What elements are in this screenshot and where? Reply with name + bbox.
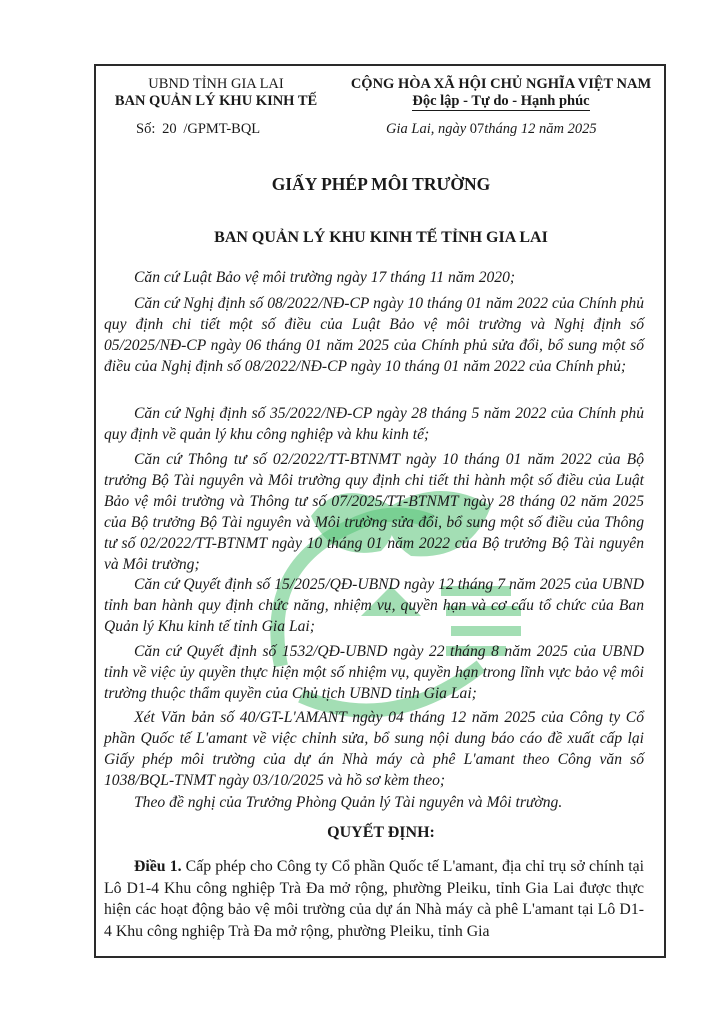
- document-number: Số: 20 /GPMT-BQL: [136, 121, 261, 137]
- national-title: CỘNG HÒA XÃ HỘI CHỦ NGHĨA VIỆT NAM: [350, 76, 652, 92]
- preamble-item: Căn cứ Quyết định số 15/2025/QĐ-UBND ngày 12 tháng 7 năm 2025 của UBND tỉnh ban hành quy định chức năng, nhiệm vụ, quyền hạn và cơ cấu tổ chức của Ban Quản lý Khu kinh tế tỉnh Gia Lai;: [104, 576, 644, 635]
- preamble-item: Xét Văn bản số 40/GT-L'AMANT ngày 04 tháng 12 năm 2025 của Công ty Cổ phần Quốc tế L'amant về việc chỉnh sửa, bổ sung nội dung báo cáo đề xuất cấp lại Giấy phép môi trường của dự án Nhà máy cà phê L'amant theo Công văn số 1038/BQL-TNMT ngày 03/10/2025 và hồ sơ kèm theo;: [104, 709, 644, 789]
- preamble-item: Căn cứ Luật Bảo vệ môi trường ngày 17 tháng 11 năm 2020;: [134, 269, 516, 286]
- decision-heading: QUYẾT ĐỊNH:: [327, 824, 435, 841]
- preamble-item: Căn cứ Quyết định số 1532/QĐ-UBND ngày 22 tháng 8 năm 2025 của UBND tỉnh về việc ủy quyền thực hiện một số nhiệm vụ, quyền hạn trong lĩnh vực bảo vệ môi trường thuộc thẩm quyền của Chủ tịch UBND tỉnh Gia Lai;: [104, 643, 644, 702]
- preamble-item: Căn cứ Nghị định số 08/2022/NĐ-CP ngày 10 tháng 01 năm 2022 của Chính phủ quy định chi tiết một số điều của Luật Bảo vệ môi trường và Nghị định số 05/2025/NĐ-CP ngày 06 tháng 01 năm 2025 của Chính phủ sửa đổi, bổ sung một số điều của Nghị định số 08/2022/NĐ-CP ngày 10 tháng 01 năm 2022 của Chính phủ;: [104, 295, 644, 375]
- preamble-item: Theo đề nghị của Trưởng Phòng Quản lý Tài nguyên và Môi trường.: [134, 794, 563, 811]
- article-1-label: Điều 1.: [134, 858, 182, 875]
- document-date: Gia Lai, ngày 07tháng 12 năm 2025: [386, 121, 597, 137]
- national-motto: Độc lập - Tự do - Hạnh phúc: [412, 93, 590, 109]
- authority-heading: BAN QUẢN LÝ KHU KINH TẾ TỈNH GIA LAI: [214, 229, 548, 246]
- issuer-parent: UBND TỈNH GIA LAI: [148, 76, 284, 92]
- article-1-text: Cấp phép cho Công ty Cổ phần Quốc tế L'amant, địa chỉ trụ sở chính tại Lô D1-4 Khu công nghiệp Trà Đa mở rộng, phường Pleiku, tỉnh Gia Lai được thực hiện các hoạt động bảo vệ môi trường của dự án Nhà máy cà phê L'amant tại Lô D1-4 Khu công nghiệp Trà Đa mở rộng, phường Pleiku, tỉnh Gia: [104, 858, 644, 940]
- document-frame: [94, 64, 666, 958]
- issuer-name: BAN QUẢN LÝ KHU KINH TẾ: [114, 93, 318, 109]
- preamble-item: Căn cứ Nghị định số 35/2022/NĐ-CP ngày 28 tháng 5 năm 2022 của Chính phủ quy định về quản lý khu công nghiệp và khu kinh tế;: [104, 405, 644, 443]
- document-title: GIẤY PHÉP MÔI TRƯỜNG: [271, 174, 491, 194]
- article-1: [104, 856, 644, 942]
- preamble-item: Căn cứ Thông tư số 02/2022/TT-BTNMT ngày 10 tháng 01 năm 2022 của Bộ trưởng Bộ Tài nguyên và Môi trường quy định chi tiết thi hành một số điều của Luật Bảo vệ môi trường và Thông tư số 07/2025/TT-BTNMT ngày 28 tháng 02 năm 2025 của Bộ trưởng Bộ Tài nguyên và Môi trường sửa đổi, bổ sung một số điều của Thông tư số 02/2022/TT-BTNMT ngày 10 tháng 01 năm 2022 của Bộ trưởng Bộ Tài nguyên và Môi trường;: [104, 451, 644, 573]
